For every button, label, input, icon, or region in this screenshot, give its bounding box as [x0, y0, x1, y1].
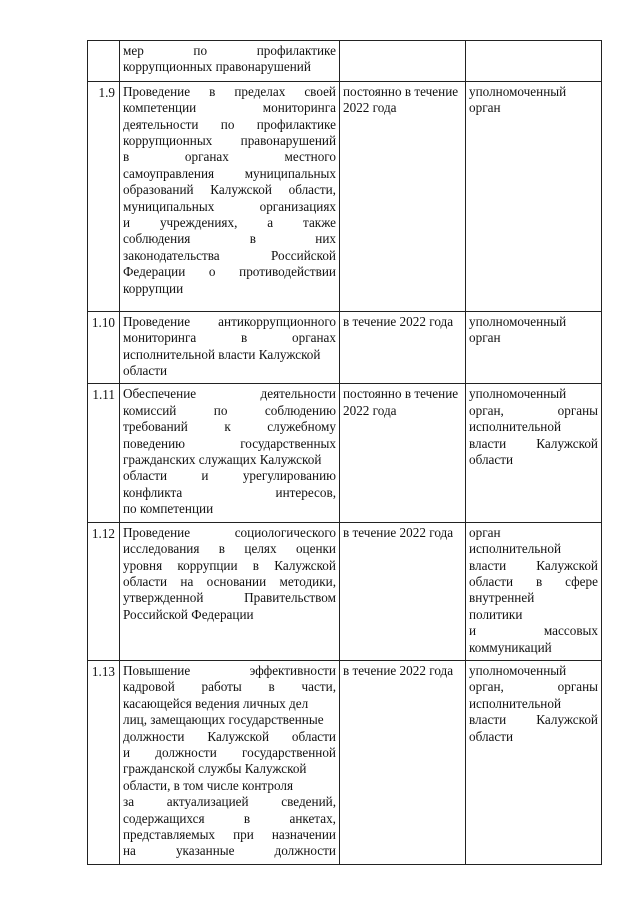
table-row	[88, 660, 602, 864]
word: поведению	[123, 435, 186, 451]
word: и	[201, 468, 209, 484]
responsible-line	[469, 574, 598, 590]
word: местного	[284, 149, 336, 165]
description-line	[123, 84, 336, 100]
word: учреждениях,	[159, 215, 238, 231]
plan-table	[87, 40, 602, 865]
word: области	[123, 468, 168, 484]
description-line: гражданской службы Калужской	[123, 761, 307, 777]
word: власти	[469, 712, 507, 728]
description-line: гражданских служащих Калужской	[123, 452, 322, 468]
table-row	[88, 41, 602, 82]
item-number: 1.9	[88, 81, 120, 311]
description-line	[123, 314, 336, 330]
word: муниципальных	[123, 198, 215, 214]
word: урегулированию	[242, 468, 336, 484]
word: содержащихся	[123, 810, 205, 826]
word: мониторинга	[123, 330, 197, 346]
item-responsible	[466, 660, 602, 864]
responsible-line: внутренней	[469, 590, 535, 606]
word: компетенции	[123, 100, 197, 116]
word: Калужской	[536, 435, 598, 451]
item-number: 1.12	[88, 522, 120, 660]
description-line	[123, 679, 336, 695]
word: работы	[201, 679, 242, 695]
item-term	[340, 311, 466, 384]
word: органах	[184, 149, 229, 165]
table-row	[88, 311, 602, 384]
description-line: коррупции	[123, 280, 184, 296]
word: требований	[123, 419, 188, 435]
word: должности	[274, 843, 336, 859]
item-term	[340, 41, 466, 82]
word: организациях	[259, 198, 336, 214]
word: должности	[123, 728, 185, 744]
word: по	[213, 402, 228, 418]
description-line	[123, 811, 336, 827]
word: органы	[557, 679, 598, 695]
description-line	[123, 248, 336, 264]
description-line: коррупционных правонарушений	[123, 59, 311, 75]
term-line: постоянно в течение	[343, 386, 459, 402]
term-line: в течение 2022 года	[343, 524, 454, 540]
description-line	[123, 541, 336, 557]
term-line: постоянно в течение	[343, 83, 459, 99]
responsible-line	[469, 436, 598, 452]
item-responsible	[466, 311, 602, 384]
responsible-line: уполномоченный	[469, 313, 567, 329]
responsible-line	[469, 679, 598, 695]
description-line	[123, 419, 336, 435]
word: власти	[469, 435, 507, 451]
description-line	[123, 729, 336, 745]
word: Повышение	[123, 662, 191, 678]
word: области	[291, 728, 336, 744]
responsible-line: политики	[469, 606, 523, 622]
description-line	[123, 149, 336, 165]
term-line: 2022 года	[343, 100, 397, 116]
item-term	[340, 384, 466, 522]
word: эффективности	[249, 662, 336, 678]
description-line: области, в том числе контроля	[123, 777, 294, 793]
description-line: Российской Федерации	[123, 606, 254, 622]
word: части,	[301, 679, 336, 695]
word: самоуправления	[123, 165, 215, 181]
word: и	[123, 744, 131, 760]
word: к	[224, 419, 231, 435]
table-row	[88, 81, 602, 311]
word: оценки	[295, 541, 336, 557]
item-responsible	[466, 41, 602, 82]
word: в	[268, 679, 275, 695]
item-term	[340, 81, 466, 311]
description-line	[123, 43, 336, 59]
table-row	[88, 522, 602, 660]
description-line: лиц, замещающих государственные	[123, 712, 324, 728]
description-line	[123, 663, 336, 679]
word: утвержденной	[123, 590, 204, 606]
word: и	[469, 623, 477, 639]
word: профилактике	[256, 116, 336, 132]
term-line: в течение 2022 года	[343, 313, 454, 329]
description-line	[123, 117, 336, 133]
word: них	[315, 231, 336, 247]
description-line: по компетенции	[123, 501, 214, 517]
word: и	[123, 215, 131, 231]
word: Проведение	[123, 524, 191, 540]
word: в	[218, 541, 226, 557]
word: органах	[292, 330, 336, 346]
word: Калужской	[536, 557, 598, 573]
responsible-line: орган	[469, 330, 501, 346]
word: уровня	[123, 557, 163, 573]
word: соблюдения	[123, 231, 191, 247]
word: анкетах,	[289, 810, 336, 826]
word: также	[303, 215, 336, 231]
word: о	[208, 264, 216, 280]
word: за	[123, 794, 135, 810]
description-line	[123, 843, 336, 859]
description-line	[123, 468, 336, 484]
item-term	[340, 660, 466, 864]
word: указанные	[175, 843, 235, 859]
word: комиссий	[123, 402, 177, 418]
word: в	[535, 573, 543, 589]
description-line	[123, 485, 336, 501]
word: исследования	[123, 541, 200, 557]
word: в	[123, 149, 130, 165]
word: Калужской	[274, 557, 336, 573]
description-line	[123, 330, 336, 346]
description-line	[123, 590, 336, 606]
responsible-line	[469, 558, 598, 574]
word: орган,	[469, 679, 504, 695]
description-line	[123, 436, 336, 452]
description-line	[123, 215, 336, 231]
word: государственных	[240, 435, 336, 451]
word: коррупции	[177, 557, 238, 573]
description-line	[123, 558, 336, 574]
word: области	[469, 573, 514, 589]
description-line: исполнительной власти Калужской	[123, 346, 321, 362]
item-number	[88, 41, 120, 82]
word: кадровой	[123, 679, 175, 695]
description-line	[123, 827, 336, 843]
word: мониторинга	[262, 100, 336, 116]
description-line	[123, 199, 336, 215]
word: Калужской	[207, 728, 270, 744]
responsible-line: исполнительной	[469, 419, 562, 435]
word: в	[243, 810, 251, 826]
word: служебному	[267, 419, 336, 435]
responsible-line	[469, 712, 598, 728]
item-description	[120, 81, 340, 311]
description-line	[123, 100, 336, 116]
word: профилактике	[256, 43, 336, 58]
word: государственной	[241, 744, 336, 760]
word: Проведение	[123, 313, 191, 329]
item-term	[340, 522, 466, 660]
word: области	[123, 573, 168, 589]
word: области,	[288, 182, 336, 198]
word: в	[241, 330, 248, 346]
responsible-line: исполнительной	[469, 541, 562, 557]
description-line	[123, 182, 336, 198]
responsible-line: уполномоченный	[469, 386, 567, 402]
description-line	[123, 794, 336, 810]
word: конфликта	[123, 484, 183, 500]
description-line	[123, 525, 336, 541]
word: Проведение	[123, 83, 191, 99]
word: мер	[123, 43, 144, 58]
item-responsible	[466, 522, 602, 660]
word: назначении	[271, 827, 336, 842]
item-responsible	[466, 384, 602, 522]
word: Калужской	[210, 182, 272, 198]
item-responsible	[466, 81, 602, 311]
word: по	[220, 116, 235, 132]
responsible-line: уполномоченный	[469, 83, 567, 99]
description-line	[123, 231, 336, 247]
word: по	[193, 43, 208, 58]
responsible-line	[469, 623, 598, 639]
description-line: области	[123, 363, 168, 379]
description-line	[123, 133, 336, 149]
description-line	[123, 264, 336, 280]
word: Обеспечение	[123, 386, 197, 402]
item-description	[120, 660, 340, 864]
word: представляемых	[123, 827, 216, 842]
responsible-line: исполнительной	[469, 695, 562, 711]
responsible-line: уполномоченный	[469, 662, 567, 678]
responsible-line: коммуникаций	[469, 639, 552, 655]
item-description	[120, 41, 340, 82]
item-number: 1.13	[88, 660, 120, 864]
item-number: 1.11	[88, 384, 120, 522]
description-line	[123, 574, 336, 590]
word: при	[233, 827, 254, 842]
word: основании	[206, 573, 267, 589]
word: должности	[155, 744, 217, 760]
word: в	[252, 557, 260, 573]
word: Российской	[271, 247, 336, 263]
word: Правительством	[244, 590, 336, 606]
word: деятельности	[123, 116, 199, 132]
item-number: 1.10	[88, 311, 120, 384]
word: муниципальных	[244, 165, 336, 181]
term-line: в течение 2022 года	[343, 662, 454, 678]
description-line	[123, 166, 336, 182]
responsible-line: области	[469, 452, 514, 468]
item-description	[120, 311, 340, 384]
word: на	[180, 573, 194, 589]
word: актуализацией	[166, 794, 249, 810]
word: правонарушений	[240, 133, 336, 149]
word: антикоррупционного	[218, 313, 336, 329]
word: в	[249, 231, 256, 247]
word: социологического	[234, 524, 336, 540]
word: соблюдению	[264, 402, 336, 418]
word: образований	[123, 182, 194, 198]
word: деятельности	[260, 386, 336, 402]
item-description	[120, 522, 340, 660]
responsible-line: области	[469, 728, 514, 744]
word: законодательства	[123, 247, 220, 263]
word: власти	[469, 557, 507, 573]
table-row	[88, 384, 602, 522]
word: массовых	[543, 623, 598, 639]
responsible-line: орган	[469, 100, 501, 116]
word: в	[209, 83, 216, 99]
word: Калужской	[536, 712, 598, 728]
description-line	[123, 745, 336, 761]
item-description	[120, 384, 340, 522]
word: противодействии	[239, 264, 336, 280]
description-line	[123, 403, 336, 419]
plan-table-body	[88, 41, 602, 865]
word: сведений,	[281, 794, 336, 810]
word: на	[123, 843, 136, 859]
word: целях	[244, 541, 277, 557]
term-line: 2022 года	[343, 402, 397, 418]
word: а	[267, 215, 274, 231]
description-line: касающейся ведения личных дел	[123, 695, 309, 711]
word: коррупционных	[123, 133, 213, 149]
word: органы	[557, 402, 598, 418]
word: Федерации	[123, 264, 186, 280]
responsible-line: орган	[469, 524, 501, 540]
word: сфере	[565, 573, 598, 589]
word: методики,	[279, 573, 336, 589]
word: своей	[304, 83, 336, 99]
word: интересов,	[275, 484, 336, 500]
responsible-line	[469, 403, 598, 419]
word: орган,	[469, 402, 504, 418]
description-line	[123, 386, 336, 402]
word: пределах	[234, 83, 286, 99]
